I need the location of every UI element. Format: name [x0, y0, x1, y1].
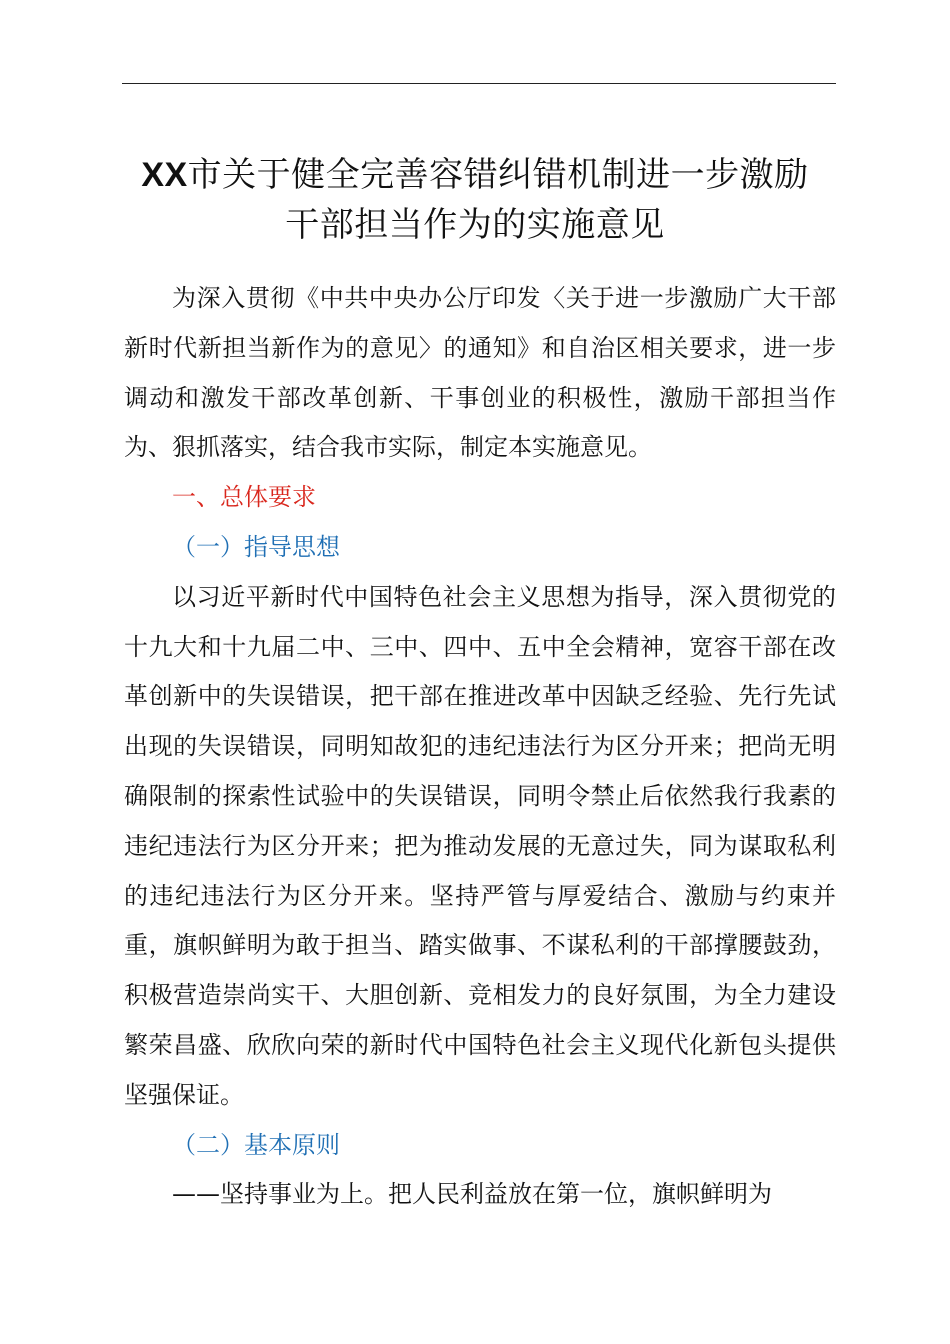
guiding-ideology-paragraph: 以习近平新时代中国特色社会主义思想为指导，深入贯彻党的十九大和十九届二中、三中、四中、五中全会精神，宽容干部在改革创新中的失误错误，把干部在推进改革中因缺乏经验、先行先试出现的失误错误，同明知故犯的违纪违法行为区分开来；把尚无明确限制的探索性试验中的失误错误，同明令禁止后依然我行我素的违纪违法行为区分开来；把为推动发展的无意过失，同为谋取私利的违纪违法行为区分开来。坚持严管与厚爱结合、激励与约束并重，旗帜鲜明为敢于担当、踏实做事、不谋私利的干部撑腰鼓劲，积极营造崇尚实干、大胆创新、竞相发力的良好氛围，为全力建设繁荣昌盛、欣欣向荣的新时代中国特色社会主义现代化新包头提供坚强保证。: [124, 582, 836, 1109]
document-body: [124, 274, 836, 1220]
title-line-1: [100, 150, 850, 200]
section-heading-overall-requirements: 一、总体要求: [172, 483, 316, 512]
document-title: [100, 150, 850, 250]
header-rule: [122, 83, 836, 84]
subsection-heading-basic-principles: （二）基本原则: [172, 1130, 340, 1159]
title-prefix: XX: [141, 156, 188, 194]
title-line-1-text: 市关于健全完善容错纠错机制进一步激励: [187, 155, 809, 195]
title-line-2: 干部担当作为的实施意见: [285, 205, 665, 245]
intro-paragraph: 为深入贯彻《中共中央办公厅印发〈关于进一步激励广大干部新时代新担当新作为的意见〉的通知》和自治区相关要求，进一步调动和激发干部改革创新、干事创业的积极性，激励干部担当作为、狠抓落实，结合我市实际，制定本实施意见。: [124, 284, 836, 462]
subsection-heading-guiding-ideology: （一）指导思想: [172, 532, 340, 561]
basic-principles-paragraph: ——坚持事业为上。把人民利益放在第一位，旗帜鲜明为: [172, 1180, 772, 1209]
